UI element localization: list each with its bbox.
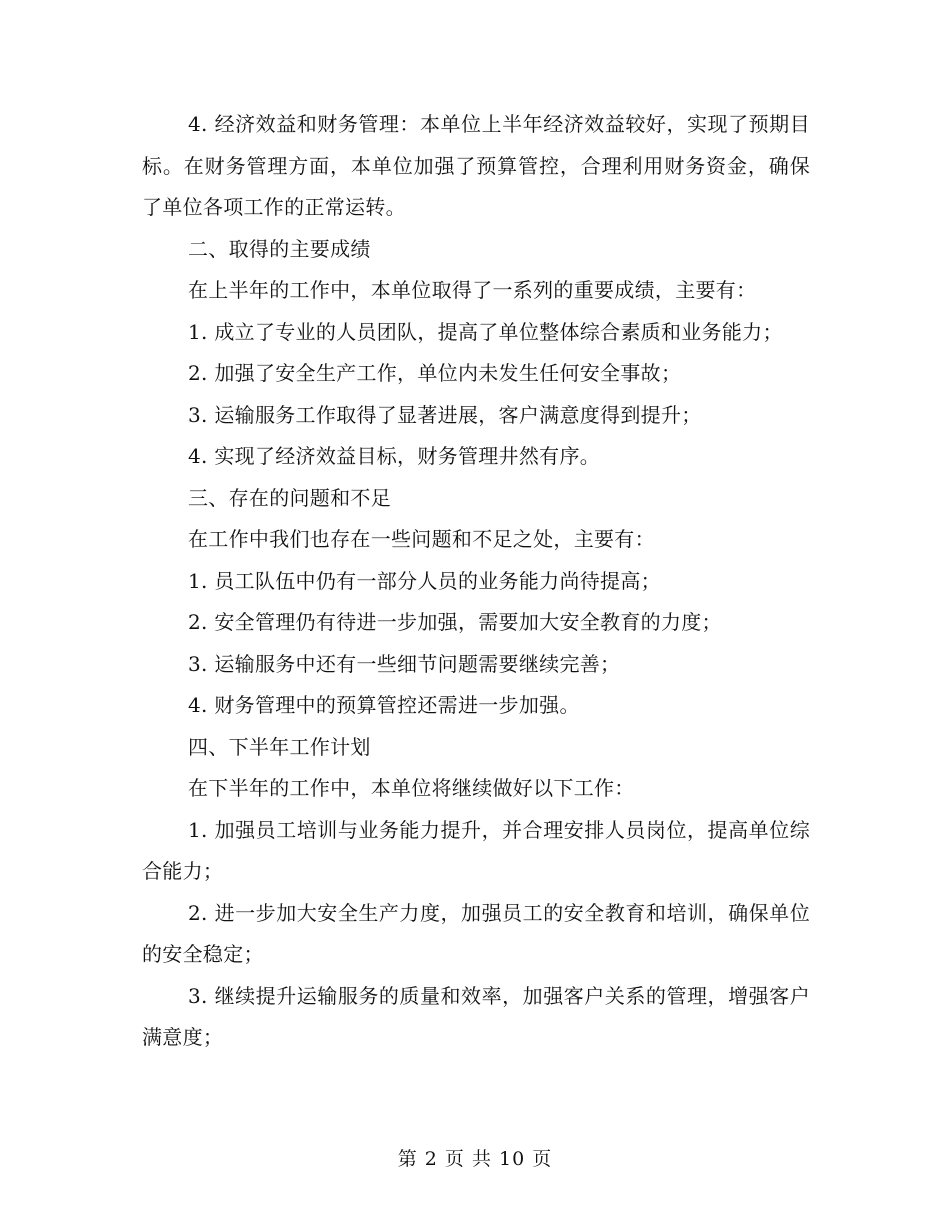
paragraph-problems-intro: 在工作中我们也存在一些问题和不足之处，主要有：: [188, 527, 655, 551]
plan-item-1: 1. 加强员工培训与业务能力提升，并合理安排人员岗位，提高单位综合能力；: [142, 817, 810, 883]
achievement-item-2: 2. 加强了安全生产工作，单位内未发生任何安全事故；: [188, 361, 682, 385]
problem-item-1: 1. 员工队伍中仍有一部分人员的业务能力尚待提高；: [188, 568, 661, 593]
section-heading-plan: 四、下半年工作计划: [188, 734, 371, 759]
problem-item-4: 4. 财务管理中的预算管控还需进一步加强。: [188, 693, 580, 717]
section-heading-achievements: 二、取得的主要成绩: [188, 236, 371, 261]
page-number-footer: 第 2 页 共 10 页: [397, 1148, 553, 1170]
document-body: [142, 104, 810, 1059]
paragraph-plan-intro: 在下半年的工作中，本单位将继续做好以下工作：: [188, 776, 635, 800]
problem-item-2: 2. 安全管理仍有待进一步加强，需要加大安全教育的力度；: [188, 610, 722, 634]
paragraph-achievements-intro: 在上半年的工作中，本单位取得了一系列的重要成绩，主要有：: [188, 278, 757, 302]
problem-item-3: 3. 运输服务中还有一些细节问题需要继续完善；: [188, 651, 621, 676]
section-heading-problems: 三、存在的问题和不足: [188, 485, 391, 510]
achievement-item-1: 1. 成立了专业的人员团队，提高了单位整体综合素质和业务能力；: [188, 319, 783, 344]
achievement-item-4: 4. 实现了经济效益目标，财务管理井然有序。: [188, 444, 601, 468]
plan-item-2: 2. 进一步加大安全生产力度，加强员工的安全教育和培训，确保单位的安全稳定；: [142, 900, 810, 966]
paragraph-item-4-finance: 4. 经济效益和财务管理：本单位上半年经济效益较好，实现了预期目标。在财务管理方面，本单位加强了预算管控，合理利用财务资金，确保了单位各项工作的正常运转。: [142, 112, 810, 219]
plan-item-3: 3. 继续提升运输服务的质量和效率，加强客户关系的管理，增强客户满意度；: [142, 983, 810, 1049]
achievement-item-3: 3. 运输服务工作取得了显著进展，客户满意度得到提升；: [188, 402, 702, 427]
